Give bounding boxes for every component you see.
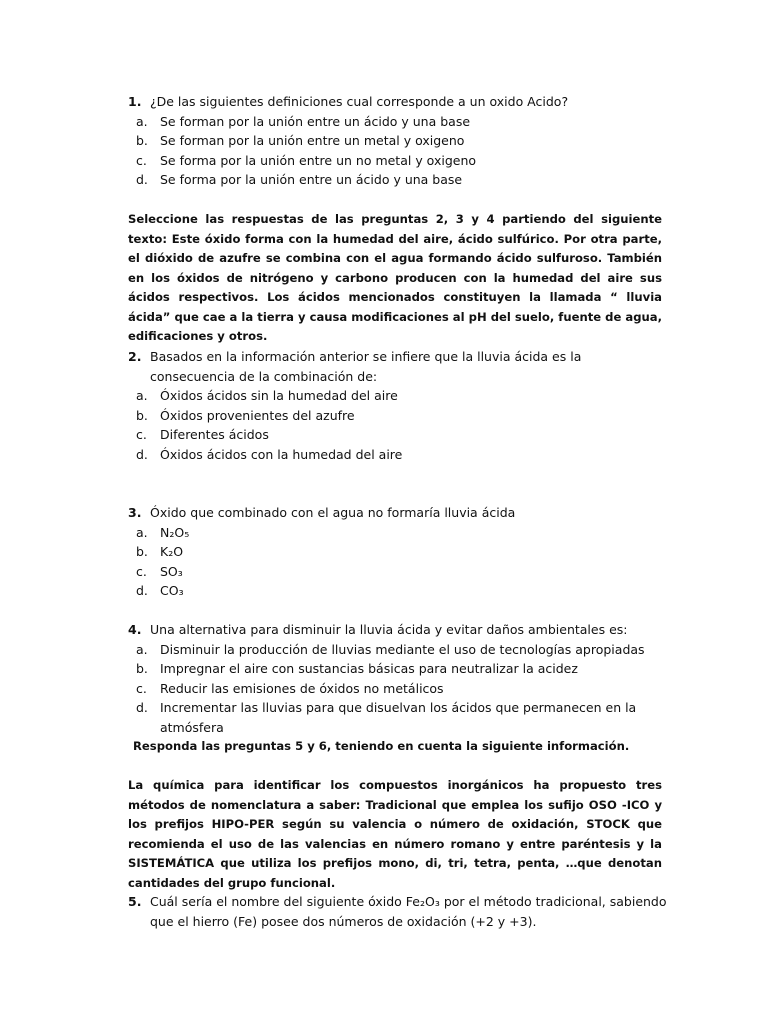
option-letter: c. — [136, 680, 147, 696]
option-text: Óxidos provenientes del azufre — [160, 407, 355, 423]
question-number: 4. — [128, 622, 142, 637]
option-text: Óxidos ácidos con la humedad del aire — [160, 446, 403, 462]
question-text: ¿De las siguientes definiciones cual corresponde a un oxido Acido? — [150, 94, 569, 109]
question-text: Cuál sería el nombre del siguiente óxido Fe₂O₃ por el método tradicional, sabiendo que el hierro (Fe) posee dos números de oxidación (+2 y +3). — [150, 894, 667, 929]
option-letter: d. — [136, 172, 148, 187]
question-5-stem — [128, 892, 668, 931]
option-b — [136, 659, 688, 679]
option-letter: d. — [136, 583, 148, 598]
question-number: 3. — [128, 505, 142, 520]
option-text: Reducir las emisiones de óxidos no metálicos — [160, 680, 444, 696]
question-1 — [128, 92, 668, 190]
option-b — [136, 131, 668, 151]
option-c — [136, 151, 668, 171]
question-number: 2. — [128, 349, 142, 364]
option-text: Se forma por la unión entre un ácido y una base — [160, 172, 463, 187]
question-4-stem — [128, 620, 688, 640]
option-d — [136, 581, 668, 601]
option-c — [136, 679, 688, 699]
option-letter: b. — [136, 133, 148, 148]
option-a — [136, 386, 668, 406]
question-text: Óxido que combinado con el agua no formaría lluvia ácida — [150, 505, 516, 520]
option-d — [136, 170, 668, 190]
question-text: Basados en la información anterior se infiere que la lluvia ácida es la consecuencia de la combinación de: — [150, 349, 582, 384]
option-text: K₂O — [160, 544, 184, 559]
option-text: Se forman por la unión entre un metal y oxigeno — [160, 133, 465, 148]
instruction-heading: Responda las preguntas 5 y 6, teniendo en cuenta la siguiente información. — [133, 739, 630, 753]
option-letter: a. — [136, 113, 148, 129]
option-text: Incrementar las lluvias para que disuelvan los ácidos que permanecen en la atmósfera — [160, 700, 637, 735]
reading-passage-1: Seleccione las respuestas de las preguntas 2, 3 y 4 partiendo del siguiente texto: Este óxido forma con la humedad del aire, ácido sulfúrico. Por otra parte, el dióxido de azufre se combina con el agua formando ácido sulfuroso. También en los óxidos de nitrógeno y carbono producen con la humedad del aire sus ácidos respectivos. Los ácidos mencionados constituyen la llamada “ lluvia ácida” que cae a la tierra y causa modificaciones al pH del suelo, fuente de agua, edificaciones y otros. — [128, 212, 662, 343]
option-letter: b. — [136, 661, 148, 676]
option-text: SO₃ — [160, 563, 183, 579]
option-b — [136, 406, 668, 426]
question-2 — [128, 347, 668, 464]
option-text: Impregnar el aire con sustancias básicas para neutralizar la acidez — [160, 661, 578, 676]
option-a — [136, 112, 668, 132]
option-d — [136, 698, 688, 737]
option-a — [136, 523, 668, 543]
option-c — [136, 562, 668, 582]
option-a — [136, 640, 688, 660]
option-text: Se forma por la unión entre un no metal y oxigeno — [160, 152, 477, 168]
question-text: Una alternativa para disminuir la lluvia ácida y evitar daños ambientales es: — [150, 622, 628, 637]
option-text: Se forman por la unión entre un ácido y una base — [160, 113, 471, 129]
option-text: Óxidos ácidos sin la humedad del aire — [160, 388, 398, 403]
option-text: CO₃ — [160, 583, 184, 598]
option-c — [136, 425, 668, 445]
option-letter: a. — [136, 388, 148, 403]
reading-passage-2: La química para identificar los compuestos inorgánicos ha propuesto tres métodos de nomenclatura a saber: Tradicional que emplea los sufijo OSO -ICO y los prefijos HIPO-PER según su valencia o número de oxidación, STOCK que recomienda el uso de las valencias en número romano y entre paréntesis y la SISTEMÁTICA que utiliza los prefijos mono, di, tri, tetra, penta, …que denotan cantidades del grupo funcional. — [128, 778, 662, 890]
option-letter: b. — [136, 544, 148, 559]
option-letter: a. — [136, 524, 148, 540]
question-3 — [128, 503, 668, 601]
option-letter: c. — [136, 152, 147, 168]
option-text: Diferentes ácidos — [160, 427, 269, 442]
question-4 — [128, 620, 688, 737]
option-letter: b. — [136, 407, 148, 423]
option-letter: a. — [136, 641, 148, 657]
question-number: 5. — [128, 894, 142, 909]
option-letter: d. — [136, 700, 148, 715]
option-d — [136, 445, 668, 465]
question-2-stem — [128, 347, 668, 386]
question-number: 1. — [128, 94, 142, 109]
question-3-stem — [128, 503, 668, 523]
option-text: N₂O₅ — [160, 524, 190, 540]
option-b — [136, 542, 668, 562]
option-letter: c. — [136, 563, 147, 579]
option-letter: d. — [136, 446, 148, 462]
question-1-stem — [128, 92, 668, 112]
option-letter: c. — [136, 427, 147, 442]
question-5 — [128, 892, 668, 931]
option-text: Disminuir la producción de lluvias mediante el uso de tecnologías apropiadas — [160, 641, 645, 657]
